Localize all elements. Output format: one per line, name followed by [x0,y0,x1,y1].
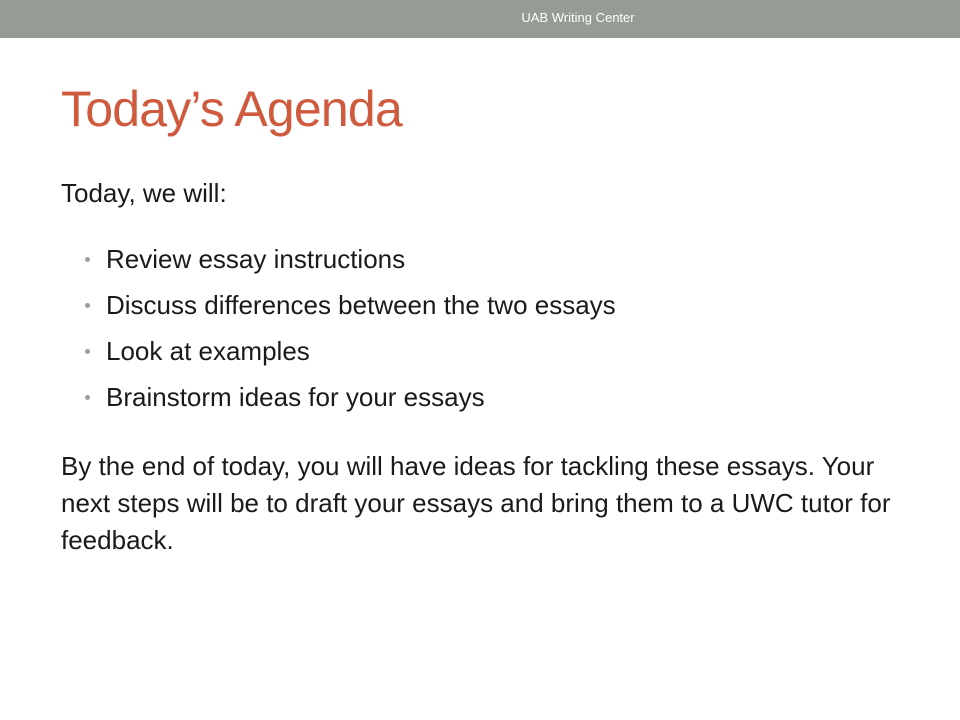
bullet-dot-icon [85,303,90,308]
closing-paragraph: By the end of today, you will have ideas for tackling these essays. Your next steps will be to draft your essays and bring them to a UWC tutor for feedback. [61,451,891,555]
bullet-dot-icon [85,395,90,400]
agenda-item-label: Review essay instructions [106,244,406,274]
slide-title: Today’s Agenda [61,81,402,137]
agenda-item-label: Brainstorm ideas for your essays [106,382,485,412]
bullet-dot-icon [85,257,90,262]
header-bar [0,0,960,38]
agenda-item-label: Look at examples [106,336,310,366]
bullet-dot-icon [85,349,90,354]
intro-text: Today, we will: [61,178,227,208]
agenda-item-label: Discuss differences between the two essays [106,290,616,320]
header-label: UAB Writing Center [521,10,635,25]
